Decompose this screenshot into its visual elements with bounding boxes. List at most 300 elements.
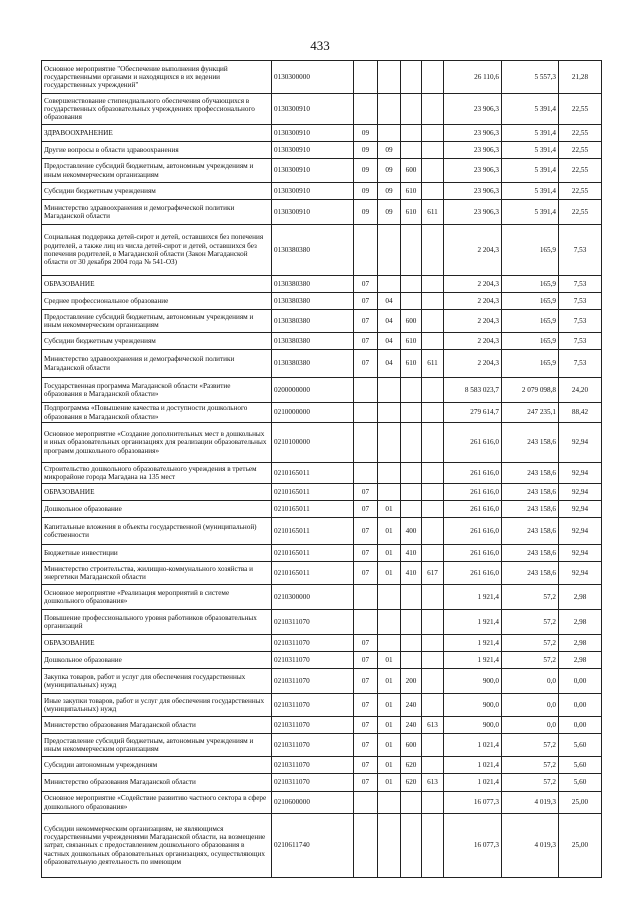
row-admin-code: 613 xyxy=(422,774,444,792)
row-subsection xyxy=(378,635,401,652)
row-expense-type xyxy=(401,378,422,403)
row-code: 0130300910 xyxy=(272,159,354,183)
row-actual: 57,2 xyxy=(502,585,559,610)
row-section: 07 xyxy=(354,635,378,652)
row-section: 09 xyxy=(354,142,378,159)
row-planned: 900,0 xyxy=(444,717,502,734)
row-actual: 5 391,4 xyxy=(502,94,559,125)
row-subsection: 04 xyxy=(378,310,401,333)
row-code: 0130300910 xyxy=(272,125,354,142)
row-admin-code xyxy=(422,94,444,125)
row-expense-type: 610 xyxy=(401,200,422,225)
row-percent: 92,94 xyxy=(559,518,602,545)
row-expense-type: 400 xyxy=(401,518,422,545)
row-code: 0210165011 xyxy=(272,501,354,518)
row-name: Основное мероприятие "Обеспечение выполнения функций государственными органами и находящихся в их ведении государственных учреждений" xyxy=(42,61,272,94)
row-percent: 92,94 xyxy=(559,501,602,518)
row-actual: 5 391,4 xyxy=(502,200,559,225)
row-section: 09 xyxy=(354,200,378,225)
row-actual: 4 019,3 xyxy=(502,792,559,814)
table-row xyxy=(42,484,602,501)
row-section: 07 xyxy=(354,757,378,774)
table-row xyxy=(42,518,602,545)
row-subsection: 01 xyxy=(378,652,401,669)
row-code: 0210000000 xyxy=(272,403,354,423)
row-subsection xyxy=(378,463,401,484)
row-section: 07 xyxy=(354,501,378,518)
row-code: 0210300000 xyxy=(272,585,354,610)
row-actual: 5 557,3 xyxy=(502,61,559,94)
row-planned: 23 906,3 xyxy=(444,94,502,125)
row-subsection: 04 xyxy=(378,293,401,310)
row-section: 07 xyxy=(354,652,378,669)
row-name: Подпрограмма «Повышение качества и доступности дошкольного образования в Магаданской области» xyxy=(42,403,272,423)
row-name: Повышение профессионального уровня работников образовательных организаций xyxy=(42,610,272,635)
row-actual: 243 158,6 xyxy=(502,501,559,518)
row-section: 07 xyxy=(354,717,378,734)
row-expense-type xyxy=(401,293,422,310)
row-expense-type: 610 xyxy=(401,183,422,200)
row-admin-code xyxy=(422,423,444,463)
row-percent: 25,00 xyxy=(559,814,602,878)
row-planned: 900,0 xyxy=(444,669,502,694)
row-section: 07 xyxy=(354,694,378,717)
row-planned: 23 906,3 xyxy=(444,183,502,200)
table-row xyxy=(42,585,602,610)
row-subsection xyxy=(378,403,401,423)
row-expense-type xyxy=(401,814,422,878)
row-expense-type xyxy=(401,501,422,518)
row-admin-code: 611 xyxy=(422,350,444,378)
row-planned: 2 204,3 xyxy=(444,310,502,333)
row-section xyxy=(354,378,378,403)
row-subsection xyxy=(378,61,401,94)
table-row xyxy=(42,717,602,734)
table-row xyxy=(42,200,602,225)
row-section: 07 xyxy=(354,734,378,757)
row-actual: 57,2 xyxy=(502,757,559,774)
row-admin-code xyxy=(422,694,444,717)
row-percent: 24,20 xyxy=(559,378,602,403)
row-expense-type xyxy=(401,142,422,159)
row-section: 09 xyxy=(354,159,378,183)
row-section xyxy=(354,225,378,276)
row-code: 0130300910 xyxy=(272,183,354,200)
row-code: 0210165011 xyxy=(272,545,354,562)
table-row xyxy=(42,183,602,200)
table-row xyxy=(42,225,602,276)
row-code: 0130300910 xyxy=(272,94,354,125)
row-percent: 0,00 xyxy=(559,694,602,717)
row-admin-code xyxy=(422,310,444,333)
row-section: 09 xyxy=(354,183,378,200)
row-section: 07 xyxy=(354,333,378,350)
row-planned: 2 204,3 xyxy=(444,293,502,310)
row-actual: 165,9 xyxy=(502,310,559,333)
row-planned: 2 204,3 xyxy=(444,350,502,378)
row-planned: 1 921,4 xyxy=(444,635,502,652)
row-subsection: 01 xyxy=(378,774,401,792)
row-percent: 5,60 xyxy=(559,757,602,774)
row-subsection: 09 xyxy=(378,183,401,200)
row-name: Субсидии некоммерческим организациям, не являющимся государственными учреждениями Магаданской области, на возмещение затрат, связанных с предоставлением дошкольного образования в частных дошкольных образовательных организациях, осуществляющих образовательную деятельность по имеющим xyxy=(42,814,272,878)
row-percent: 2,98 xyxy=(559,652,602,669)
row-admin-code xyxy=(422,61,444,94)
row-subsection xyxy=(378,792,401,814)
row-expense-type: 620 xyxy=(401,774,422,792)
row-code: 0210165011 xyxy=(272,484,354,501)
row-admin-code xyxy=(422,734,444,757)
row-code: 0210311070 xyxy=(272,774,354,792)
row-expense-type xyxy=(401,61,422,94)
row-code: 0210600000 xyxy=(272,792,354,814)
table-row xyxy=(42,125,602,142)
row-subsection: 01 xyxy=(378,734,401,757)
row-name: Министерство здравоохранения и демографической политики Магаданской области xyxy=(42,350,272,378)
row-expense-type xyxy=(401,635,422,652)
row-subsection: 09 xyxy=(378,200,401,225)
row-actual: 2 079 098,8 xyxy=(502,378,559,403)
row-planned: 23 906,3 xyxy=(444,200,502,225)
row-code: 0130300910 xyxy=(272,200,354,225)
table-row xyxy=(42,61,602,94)
row-admin-code xyxy=(422,518,444,545)
row-name: Государственная программа Магаданской области «Развитие образования в Магаданской области» xyxy=(42,378,272,403)
table-row xyxy=(42,635,602,652)
row-admin-code xyxy=(422,814,444,878)
row-section xyxy=(354,94,378,125)
row-expense-type: 410 xyxy=(401,545,422,562)
row-name: ЗДРАВООХРАНЕНИЕ xyxy=(42,125,272,142)
row-actual: 57,2 xyxy=(502,652,559,669)
row-expense-type xyxy=(401,276,422,293)
row-expense-type xyxy=(401,125,422,142)
row-section xyxy=(354,610,378,635)
row-code: 0130380380 xyxy=(272,225,354,276)
row-subsection: 04 xyxy=(378,333,401,350)
row-subsection: 01 xyxy=(378,518,401,545)
row-name: Основное мероприятие «Содействие развитию частного сектора в сфере дошкольного образования» xyxy=(42,792,272,814)
row-expense-type: 620 xyxy=(401,757,422,774)
row-percent: 22,55 xyxy=(559,94,602,125)
row-admin-code xyxy=(422,669,444,694)
row-subsection: 01 xyxy=(378,562,401,585)
row-actual: 0,0 xyxy=(502,669,559,694)
row-admin-code xyxy=(422,142,444,159)
table-row xyxy=(42,159,602,183)
row-admin-code xyxy=(422,545,444,562)
row-subsection: 09 xyxy=(378,142,401,159)
row-name: Министерство строительства, жилищно-коммунального хозяйства и энергетики Магаданской области xyxy=(42,562,272,585)
row-section xyxy=(354,792,378,814)
row-actual: 57,2 xyxy=(502,610,559,635)
row-section xyxy=(354,403,378,423)
row-code: 0130380380 xyxy=(272,276,354,293)
row-percent: 92,94 xyxy=(559,545,602,562)
row-code: 0130380380 xyxy=(272,333,354,350)
table-row xyxy=(42,652,602,669)
row-admin-code xyxy=(422,652,444,669)
row-name: Основное мероприятие «Реализация мероприятий в системе дошкольного образования» xyxy=(42,585,272,610)
row-name: Дошкольное образование xyxy=(42,652,272,669)
row-code: 0130380380 xyxy=(272,350,354,378)
row-name: Совершенствование стипендиального обеспечения обучающихся в государственных образовательных учреждениях профессионального образования xyxy=(42,94,272,125)
row-percent: 7,53 xyxy=(559,276,602,293)
row-actual: 5 391,4 xyxy=(502,142,559,159)
row-actual: 243 158,6 xyxy=(502,545,559,562)
row-planned: 261 616,0 xyxy=(444,501,502,518)
row-expense-type: 410 xyxy=(401,562,422,585)
table-row xyxy=(42,276,602,293)
row-expense-type xyxy=(401,463,422,484)
row-code: 0210311070 xyxy=(272,610,354,635)
row-admin-code: 613 xyxy=(422,717,444,734)
row-planned: 261 616,0 xyxy=(444,518,502,545)
row-section xyxy=(354,423,378,463)
row-section: 07 xyxy=(354,484,378,501)
row-name: ОБРАЗОВАНИЕ xyxy=(42,484,272,501)
row-actual: 243 158,6 xyxy=(502,562,559,585)
row-planned: 16 077,3 xyxy=(444,792,502,814)
table-row xyxy=(42,792,602,814)
row-actual: 0,0 xyxy=(502,717,559,734)
row-section xyxy=(354,61,378,94)
row-planned: 261 616,0 xyxy=(444,463,502,484)
row-admin-code xyxy=(422,610,444,635)
row-percent: 7,53 xyxy=(559,333,602,350)
row-actual: 247 235,1 xyxy=(502,403,559,423)
row-subsection: 01 xyxy=(378,717,401,734)
row-percent: 92,94 xyxy=(559,463,602,484)
row-admin-code xyxy=(422,333,444,350)
table-row xyxy=(42,423,602,463)
row-planned: 1 021,4 xyxy=(444,734,502,757)
budget-table xyxy=(41,60,602,878)
row-section: 07 xyxy=(354,545,378,562)
row-name: Субсидии автономным учреждениям xyxy=(42,757,272,774)
row-name: ОБРАЗОВАНИЕ xyxy=(42,276,272,293)
row-name: Субсидии бюджетным учреждениям xyxy=(42,333,272,350)
row-expense-type: 610 xyxy=(401,333,422,350)
row-actual: 243 158,6 xyxy=(502,423,559,463)
row-subsection xyxy=(378,484,401,501)
table-row xyxy=(42,669,602,694)
row-percent: 2,98 xyxy=(559,585,602,610)
table-row xyxy=(42,378,602,403)
row-percent: 7,53 xyxy=(559,293,602,310)
row-section xyxy=(354,463,378,484)
row-code: 0210611740 xyxy=(272,814,354,878)
row-expense-type xyxy=(401,423,422,463)
row-percent: 22,55 xyxy=(559,125,602,142)
row-admin-code xyxy=(422,484,444,501)
row-planned: 1 921,4 xyxy=(444,585,502,610)
row-name: Капитальные вложения в объекты государственной (муниципальной) собственности xyxy=(42,518,272,545)
row-admin-code xyxy=(422,403,444,423)
row-subsection xyxy=(378,94,401,125)
row-actual: 57,2 xyxy=(502,635,559,652)
row-subsection xyxy=(378,814,401,878)
row-code: 0210165011 xyxy=(272,562,354,585)
row-expense-type: 240 xyxy=(401,694,422,717)
row-percent: 2,98 xyxy=(559,635,602,652)
row-actual: 165,9 xyxy=(502,276,559,293)
row-expense-type: 610 xyxy=(401,350,422,378)
row-actual: 5 391,4 xyxy=(502,159,559,183)
row-code: 0210311070 xyxy=(272,652,354,669)
row-code: 0130380380 xyxy=(272,310,354,333)
row-actual: 165,9 xyxy=(502,293,559,310)
row-name: Строительство дошкольного образовательного учреждения в третьем микрорайоне города Магадана на 135 мест xyxy=(42,463,272,484)
row-section: 07 xyxy=(354,276,378,293)
row-admin-code xyxy=(422,125,444,142)
row-name: Субсидии бюджетным учреждениям xyxy=(42,183,272,200)
table-row xyxy=(42,545,602,562)
row-section: 07 xyxy=(354,350,378,378)
row-name: Министерство здравоохранения и демографической политики Магаданской области xyxy=(42,200,272,225)
table-row xyxy=(42,463,602,484)
row-actual: 57,2 xyxy=(502,734,559,757)
row-name: Предоставление субсидий бюджетным, автономным учреждениям и иным некоммерческим организациям xyxy=(42,734,272,757)
row-percent: 88,42 xyxy=(559,403,602,423)
row-code: 0130300910 xyxy=(272,142,354,159)
row-name: Министерство образования Магаданской области xyxy=(42,717,272,734)
row-planned: 279 614,7 xyxy=(444,403,502,423)
row-admin-code xyxy=(422,159,444,183)
row-section: 07 xyxy=(354,310,378,333)
row-planned: 1 021,4 xyxy=(444,757,502,774)
row-expense-type: 600 xyxy=(401,734,422,757)
row-actual: 5 391,4 xyxy=(502,125,559,142)
row-actual: 165,9 xyxy=(502,225,559,276)
row-admin-code xyxy=(422,463,444,484)
table-row xyxy=(42,403,602,423)
row-planned: 23 906,3 xyxy=(444,159,502,183)
row-expense-type: 240 xyxy=(401,717,422,734)
row-planned: 23 906,3 xyxy=(444,142,502,159)
row-code: 0210311070 xyxy=(272,757,354,774)
row-name: Бюджетные инвестиции xyxy=(42,545,272,562)
row-code: 0210165011 xyxy=(272,518,354,545)
row-code: 0210100000 xyxy=(272,423,354,463)
table-row xyxy=(42,142,602,159)
row-expense-type xyxy=(401,94,422,125)
row-subsection xyxy=(378,276,401,293)
row-subsection xyxy=(378,125,401,142)
row-section: 07 xyxy=(354,562,378,585)
row-actual: 243 158,6 xyxy=(502,463,559,484)
row-code: 0200000000 xyxy=(272,378,354,403)
row-section: 07 xyxy=(354,518,378,545)
row-actual: 165,9 xyxy=(502,333,559,350)
row-percent: 22,55 xyxy=(559,200,602,225)
table-row xyxy=(42,94,602,125)
row-code: 0210165011 xyxy=(272,463,354,484)
row-admin-code xyxy=(422,635,444,652)
row-actual: 5 391,4 xyxy=(502,183,559,200)
row-admin-code xyxy=(422,183,444,200)
table-row xyxy=(42,814,602,878)
row-actual: 4 019,3 xyxy=(502,814,559,878)
table-row xyxy=(42,610,602,635)
row-actual: 243 158,6 xyxy=(502,518,559,545)
row-percent: 22,55 xyxy=(559,142,602,159)
row-subsection: 01 xyxy=(378,694,401,717)
row-expense-type xyxy=(401,585,422,610)
row-percent: 92,94 xyxy=(559,484,602,501)
row-section: 07 xyxy=(354,774,378,792)
table-row xyxy=(42,734,602,757)
row-subsection: 01 xyxy=(378,669,401,694)
row-percent: 22,55 xyxy=(559,183,602,200)
row-actual: 57,2 xyxy=(502,774,559,792)
row-percent: 0,00 xyxy=(559,669,602,694)
row-subsection xyxy=(378,378,401,403)
row-code: 0130380380 xyxy=(272,293,354,310)
table-row xyxy=(42,310,602,333)
row-name: Другие вопросы в области здравоохранения xyxy=(42,142,272,159)
row-code: 0210311070 xyxy=(272,635,354,652)
row-section xyxy=(354,814,378,878)
row-percent: 21,28 xyxy=(559,61,602,94)
row-percent: 92,94 xyxy=(559,562,602,585)
row-name: Основное мероприятие «Создание дополнительных мест в дошкольных и иных образовательных организациях для реализации образовательных программ дошкольного образования» xyxy=(42,423,272,463)
row-expense-type: 600 xyxy=(401,310,422,333)
row-percent: 7,53 xyxy=(559,350,602,378)
row-admin-code: 611 xyxy=(422,200,444,225)
row-expense-type xyxy=(401,484,422,501)
row-name: Дошкольное образование xyxy=(42,501,272,518)
page-number: 433 xyxy=(310,38,330,53)
row-admin-code xyxy=(422,378,444,403)
row-percent: 25,00 xyxy=(559,792,602,814)
row-planned: 1 921,4 xyxy=(444,652,502,669)
row-planned: 26 110,6 xyxy=(444,61,502,94)
row-subsection: 01 xyxy=(378,501,401,518)
row-section: 07 xyxy=(354,669,378,694)
row-admin-code xyxy=(422,585,444,610)
row-name: Иные закупки товаров, работ и услуг для обеспечения государственных (муниципальных) нужд xyxy=(42,694,272,717)
row-subsection xyxy=(378,585,401,610)
row-code: 0210311070 xyxy=(272,669,354,694)
row-percent: 22,55 xyxy=(559,159,602,183)
row-planned: 261 616,0 xyxy=(444,545,502,562)
row-expense-type xyxy=(401,225,422,276)
row-expense-type xyxy=(401,652,422,669)
row-expense-type xyxy=(401,403,422,423)
table-row xyxy=(42,293,602,310)
row-admin-code: 617 xyxy=(422,562,444,585)
table-row xyxy=(42,333,602,350)
row-section: 09 xyxy=(354,125,378,142)
table-row xyxy=(42,350,602,378)
row-subsection xyxy=(378,225,401,276)
row-section: 07 xyxy=(354,293,378,310)
row-expense-type: 200 xyxy=(401,669,422,694)
row-name: Закупка товаров, работ и услуг для обеспечения государственных (муниципальных) нужд xyxy=(42,669,272,694)
row-planned: 23 906,3 xyxy=(444,125,502,142)
row-subsection: 04 xyxy=(378,350,401,378)
row-percent: 5,60 xyxy=(559,774,602,792)
row-expense-type xyxy=(401,610,422,635)
row-percent: 0,00 xyxy=(559,717,602,734)
row-planned: 2 204,3 xyxy=(444,225,502,276)
row-code: 0130300000 xyxy=(272,61,354,94)
row-expense-type: 600 xyxy=(401,159,422,183)
row-actual: 243 158,6 xyxy=(502,484,559,501)
row-name: Предоставление субсидий бюджетным, автономным учреждениям и иным некоммерческим организациям xyxy=(42,159,272,183)
row-name: ОБРАЗОВАНИЕ xyxy=(42,635,272,652)
